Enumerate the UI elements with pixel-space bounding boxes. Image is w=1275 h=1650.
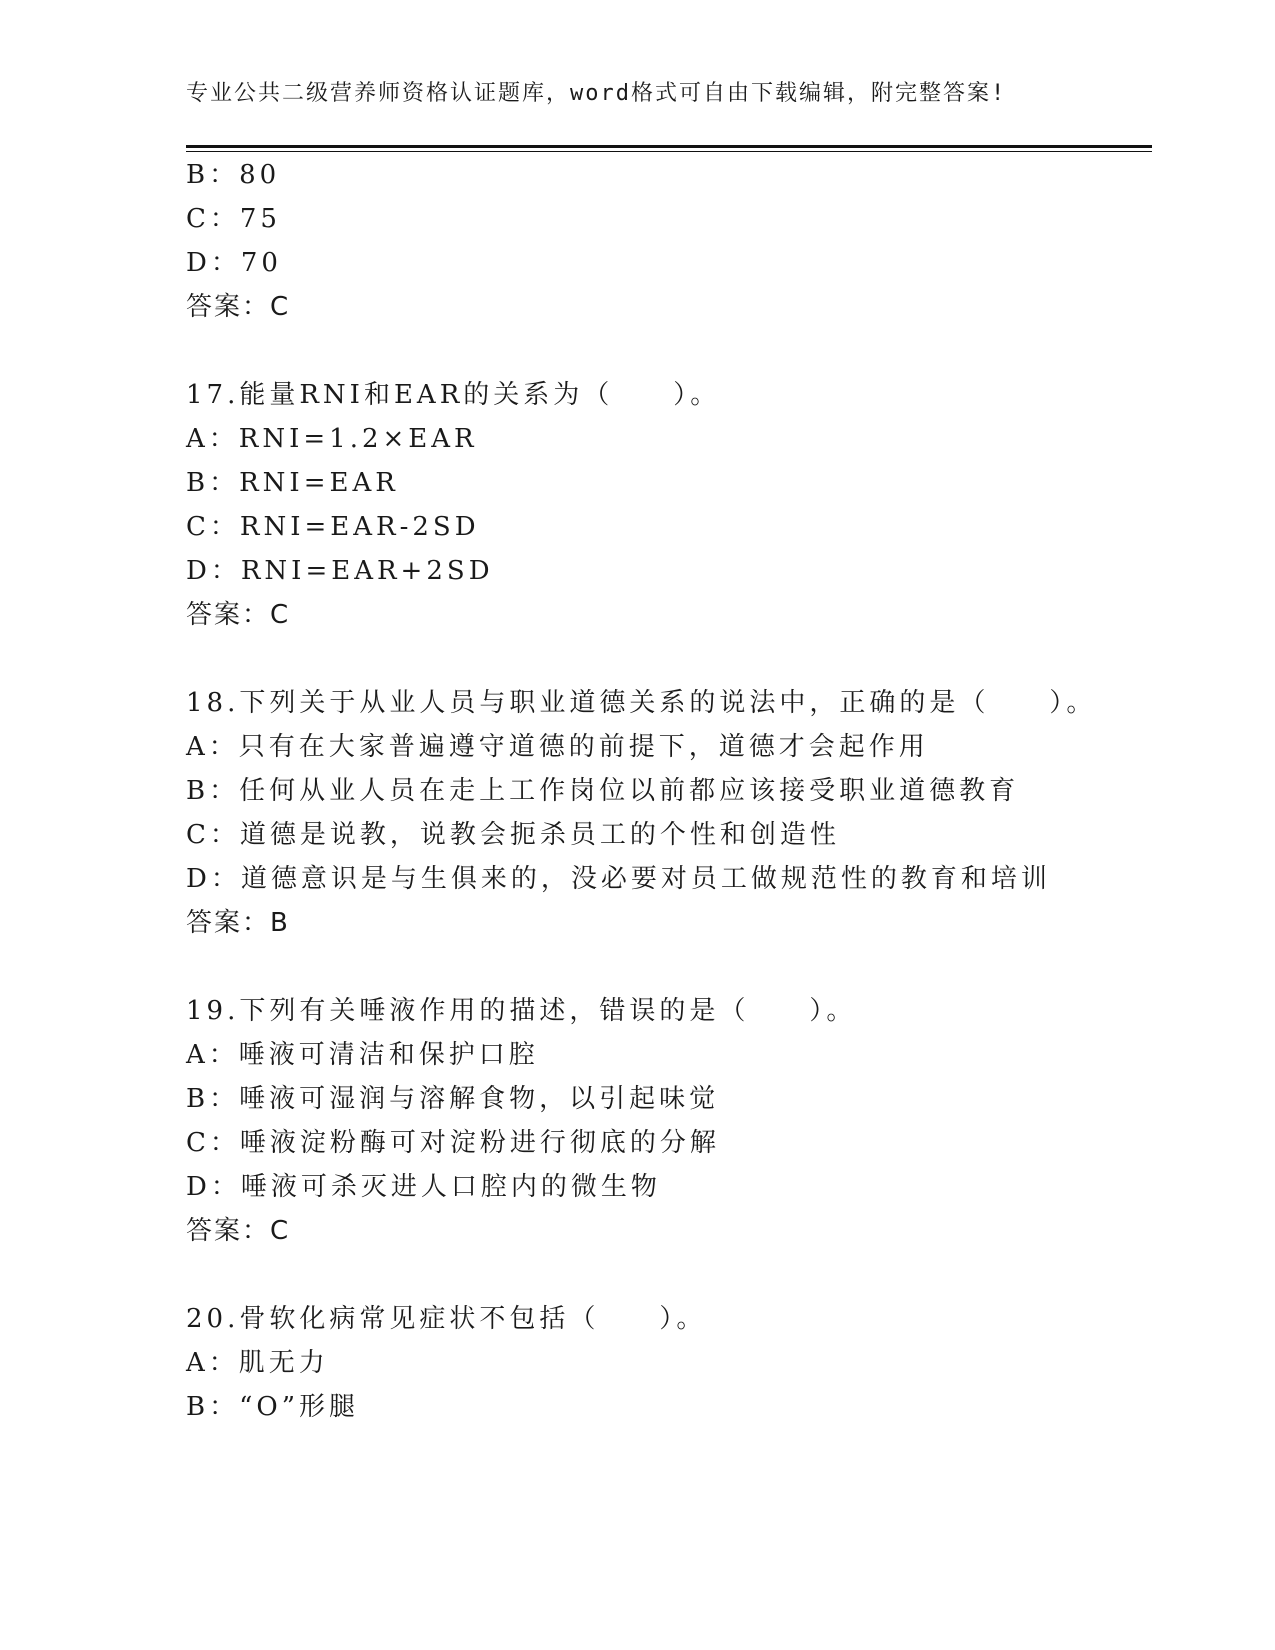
option-b-q17: B：RNI=EAR [186, 468, 399, 498]
option-b-q16: B：80 [186, 160, 281, 190]
option-b-q18: B：任何从业人员在走上工作岗位以前都应该接受职业道德教育 [186, 776, 1020, 806]
option-b-q20: B：“O”形腿 [186, 1392, 360, 1422]
option-d-q16: D：70 [186, 248, 282, 278]
option-c-q18: C：道德是说教，说教会扼杀员工的个性和创造性 [186, 820, 840, 850]
answer-q16: 答案：C [186, 292, 291, 322]
header-rule-thick [186, 145, 1152, 148]
option-b-q19: B：唾液可湿润与溶解食物，以引起味觉 [186, 1084, 720, 1114]
answer-q18: 答案：B [186, 908, 290, 938]
header-rule-thin [186, 151, 1152, 152]
option-c-q16: C：75 [186, 204, 281, 234]
answer-q17: 答案：C [186, 600, 291, 630]
question-20: 20.骨软化病常见症状不包括（ ）。 [186, 1304, 707, 1334]
option-c-q19: C：唾液淀粉酶可对淀粉进行彻底的分解 [186, 1128, 720, 1158]
option-a-q17: A：RNI=1.2×EAR [186, 424, 478, 454]
option-a-q18: A：只有在大家普遍遵守道德的前提下，道德才会起作用 [186, 732, 929, 762]
option-a-q20: A：肌无力 [186, 1348, 329, 1378]
question-17: 17.能量RNI和EAR的关系为（ ）。 [186, 380, 721, 410]
question-18: 18.下列关于从业人员与职业道德关系的说法中，正确的是（ ）。 [186, 688, 1097, 718]
option-a-q19: A：唾液可清洁和保护口腔 [186, 1040, 539, 1070]
page-header: 专业公共二级营养师资格认证题库，word格式可自由下载编辑，附完整答案! [186, 81, 1007, 106]
option-d-q18: D：道德意识是与生俱来的，没必要对员工做规范性的教育和培训 [186, 864, 1051, 894]
question-19: 19.下列有关唾液作用的描述，错误的是（ ）。 [186, 996, 857, 1026]
option-d-q17: D：RNI=EAR+2SD [186, 556, 494, 586]
option-c-q17: C：RNI=EAR-2SD [186, 512, 480, 542]
answer-q19: 答案：C [186, 1216, 291, 1246]
option-d-q19: D：唾液可杀灭进人口腔内的微生物 [186, 1172, 661, 1202]
